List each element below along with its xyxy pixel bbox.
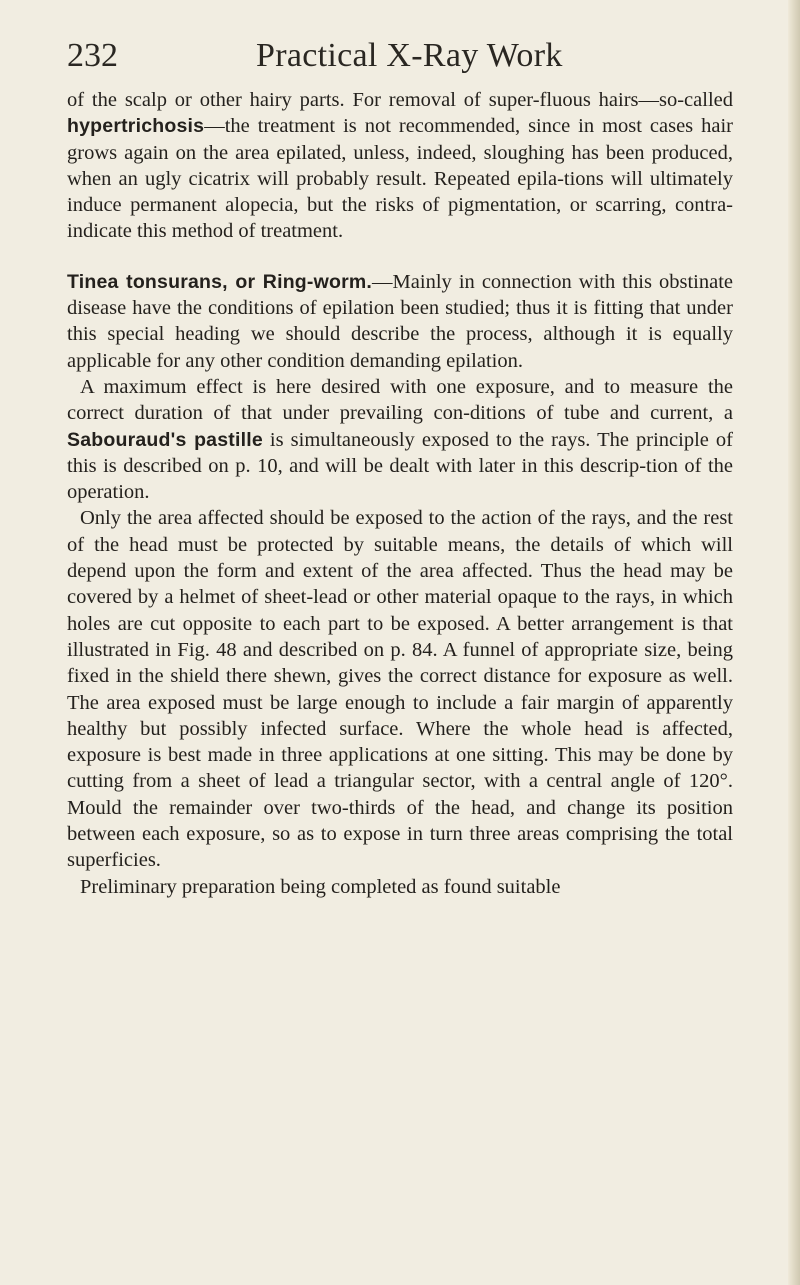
page-number: 232	[67, 37, 118, 74]
section-heading-ringworm: Tinea tonsurans, or Ring-worm.	[67, 270, 373, 293]
term-hypertrichosis: hypertrichosis	[67, 115, 205, 138]
paragraph-hypertrichosis	[67, 87, 733, 245]
page-header	[67, 34, 757, 82]
body-text	[67, 87, 733, 900]
running-title: Practical X-Ray Work	[256, 37, 563, 74]
paragraph-text: Preliminary preparation being completed as found suitable	[80, 875, 561, 898]
paragraph-protection	[67, 505, 733, 873]
paragraph-ringworm	[67, 269, 733, 374]
paragraph-text: is simultaneously exposed to the rays. The principle of this is described on p. 10, and will be dealt with later in this descrip-tion of the operation.	[67, 428, 734, 504]
paragraph-text: A maximum effect is here desired with one exposure, and to measure the correct duration of that under prevailing con-ditions of tube and current, a	[67, 375, 733, 425]
paragraph-pastille	[67, 374, 733, 505]
paragraph-text: —Mainly in connection with this obstinate disease have the conditions of epilation been studied; thus it is fitting that under this special heading we should describe the process, although it is equally applicable for any other condition demanding epilation.	[67, 270, 733, 372]
paragraph-preliminary	[67, 874, 733, 900]
term-sabouraud-pastille: Sabouraud's pastille	[67, 428, 263, 451]
paragraph-text: of the scalp or other hairy parts. For removal of super-fluous hairs—so-called	[67, 89, 733, 111]
page-edge	[788, 0, 800, 1285]
paragraph-text: Only the area affected should be exposed to the action of the rays, and the rest of the head must be protected by suitable means, the details of which will depend upon the form and extent of the area affected. Thus the head may be covered by a helmet of sheet-lead or other material opaque to the rays, in which holes are cut opposite to each part to be exposed. A better arrangement is that illustrated in Fig. 48 and described on p. 84. A funnel of appropriate size, being fixed in the shield there shewn, gives the correct distance for exposure as well. The area exposed must be large enough to include a fair margin of apparently healthy but possibly infected surface. Where the whole head is affected, exposure is best made in three applications at one sitting. This may be done by cutting from a sheet of lead a triangular sector, with a central angle of 120°. Mould the remainder over two-thirds of the head, and change its position between each exposure, so as to expose in turn three areas comprising the total superficies.	[67, 507, 733, 872]
paragraph-text: —the treatment is not recommended, since in most cases hair grows again on the area epilated, unless, indeed, sloughing has been produced, when an ugly cicatrix will probably result. Repeated epila-tions will ultimately induce permanent alopecia, but the risks of pigmentation, or scarring, contra-indicate this method of treatment.	[67, 115, 733, 243]
paragraph-gap	[67, 245, 733, 269]
